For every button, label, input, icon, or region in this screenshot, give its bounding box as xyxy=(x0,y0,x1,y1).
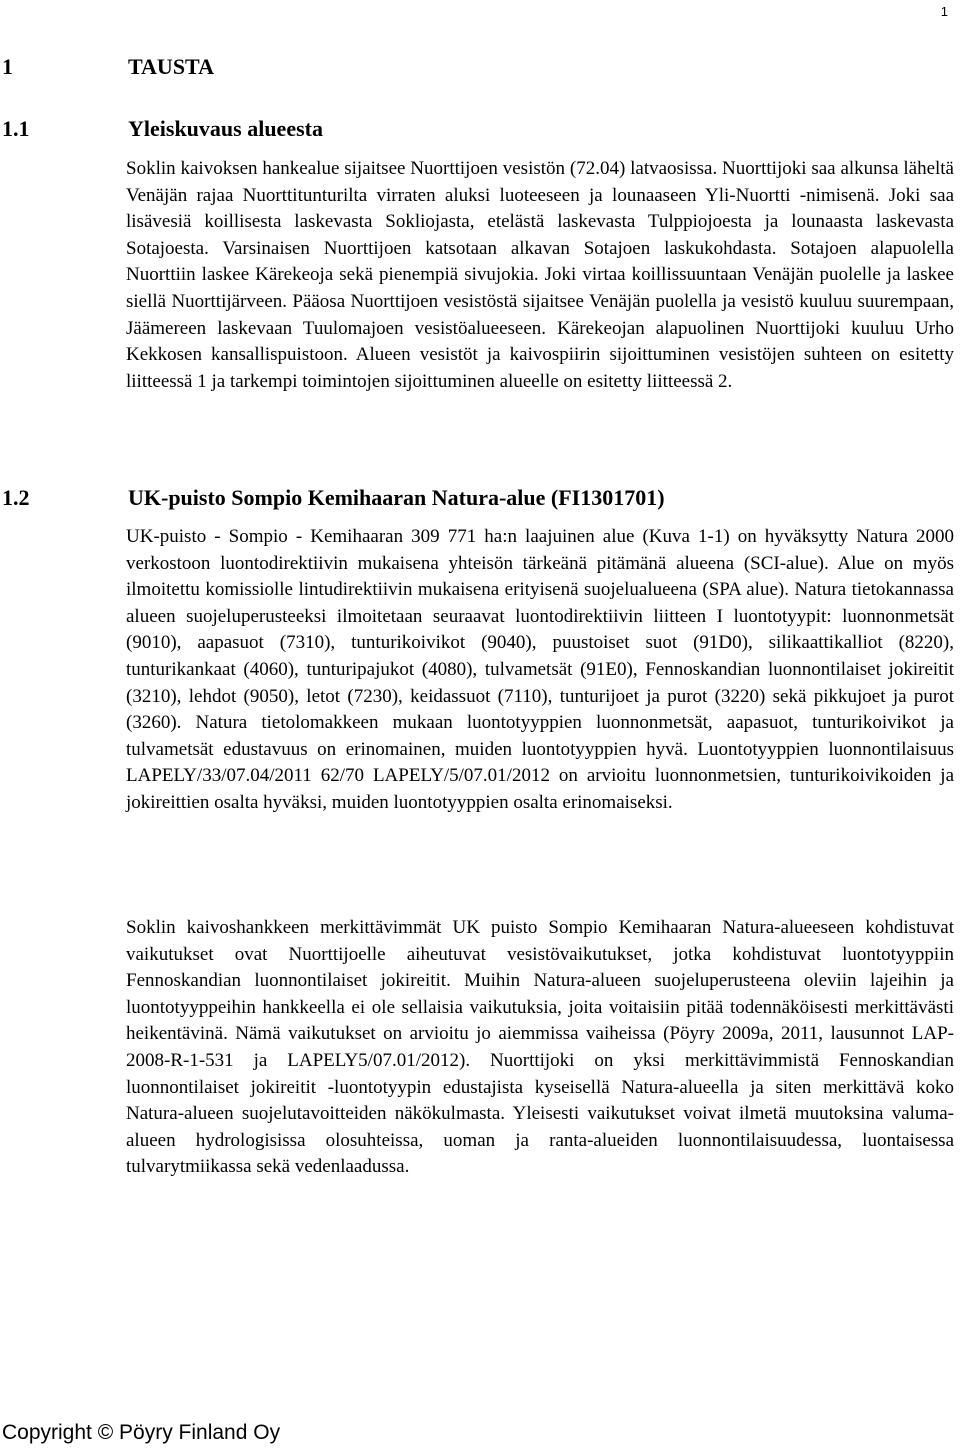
footer-copyright: Copyright © Pöyry Finland Oy xyxy=(2,1421,281,1444)
paragraph-natura-1: UK-puisto - Sompio - Kemihaaran 309 771 ha:n laajuinen alue (Kuva 1-1) on hyväksytty Natura 2000 verkostoon luontodirektiivin mukaisena yhteisön tärkeänä pitämänä alueena (SCI-alue). Alue on myös ilmoitettu komissiolle lintudirektiivin mukaisena erityisenä suojelualueena (SPA alue). Natura tietokannassa alueen suojeluperusteeksi ilmoitetaan seuraavat luontodirektiivin liitteen I luontotyypit: luonnonmetsät (9010), aapasuot (7310), tunturikoivikot (9040), puustoiset suot (91D0), silikaattikalliot (8220), tunturikankaat (4060), tunturipajukot (4080), tulvametsät (91E0), Fennoskandian luonnontilaiset jokireitit (3210), lehdot (9050), letot (7230), keidassuot (7110), tunturijoet ja purot (3220) sekä pikkujoet ja purot (3260). Natura tietolomakkeen mukaan luontotyyppien luonnonmetsät, aapasuot, tunturikoivikot ja tulvametsät edustavuus on erinomainen, muiden luontotyyppien hyvä. Luontotyyppien luonnontilaisuus LAPELY/33/07.04/2011 62/70 LAPELY/5/07.01/2012 on arvioitu luonnonmetsien, tunturikoivikoiden ja jokireittien osalta hyväksi, muiden luontotyyppien osalta erinomaiseksi. xyxy=(126,526,954,813)
section-title: UK-puisto Sompio Kemihaaran Natura-alue (FI1301701) xyxy=(128,485,665,510)
section-title: Yleiskuvaus alueesta xyxy=(128,116,323,141)
section-title: TAUSTA xyxy=(128,54,214,79)
section-number: 1.2 xyxy=(2,485,30,510)
page-number: 1 xyxy=(940,4,948,19)
paragraph-natura-2: Soklin kaivoshankkeen merkittävimmät UK puisto Sompio Kemihaaran Natura-alueeseen kohdistuvat vaikutukset ovat Nuorttijoelle aiheutuvat vesistövaikutukset, jotka kohdistuvat luontotyyppiin Fennoskandian luonnontilaiset jokireitit. Muihin Natura-alueen suojeluperusteena oleviin lajeihin ja luontotyyppeihin hankkeella ei ole sellaisia vaikutuksia, joita voitaisiin pitää todennäköisesti merkittävästi heikentävinä. Nämä vaikutukset on arvioitu jo aiemmissa vaiheissa (Pöyry 2009a, 2011, lausunnot LAP-2008-R-1-531 ja LAPELY5/07.01/2012). Nuorttijoki on yksi merkittävimmistä Fennoskandian luonnontilaiset jokireitit -luontotyypin edustajista kyseisellä Natura-alueella ja siten merkittävä koko Natura-alueen suojelutavoitteiden näkökulmasta. Yleisesti vaikutukset voivat ilmetä muutoksina valuma-alueen hydrologisissa olosuhteissa, uoman ja ranta-alueiden luonnontilaisuudessa, luontaisessa tulvarytmiikassa sekä vedenlaadussa. xyxy=(126,917,954,1178)
section-number: 1 xyxy=(2,54,13,79)
paragraph-yleiskuvaus: Soklin kaivoksen hankealue sijaitsee Nuorttijoen vesistön (72.04) latvaosissa. Nuorttijoki saa alkunsa läheltä Venäjän rajaa Nuorttitunturilta virraten aluksi luoteeseen ja lounaaseen Yli-Nuortti -nimisenä. Joki saa lisävesiä koillisesta laskevasta Sokliojasta, etelästä laskevasta Tulppiojoesta ja lounaasta laskevasta Sotajoesta. Varsinaisen Nuorttijoen katsotaan alkavan Sotajoen laskukohdasta. Sotajoen alapuolella Nuorttiin laskee Kärekeoja sekä pienempiä sivujokia. Joki virtaa koillissuuntaan Venäjän puolelle ja laskee siellä Nuorttijärveen. Pääosa Nuorttijoen vesistöstä sijaitsee Venäjän puolella ja vesistö kuuluu suurempaan, Jäämereen laskevaan Tuulomajoen vesistöalueeseen. Kärekeojan alapuolinen Nuorttijoki kuuluu Urho Kekkosen kansallispuistoon. Alueen vesistöt ja kaivospiirin sijoittuminen vesistöjen suhteen on esitetty liitteessä 1 ja tarkempi toimintojen sijoittuminen alueelle on esitetty liitteessä 2. xyxy=(126,158,954,392)
section-number: 1.1 xyxy=(2,116,30,141)
